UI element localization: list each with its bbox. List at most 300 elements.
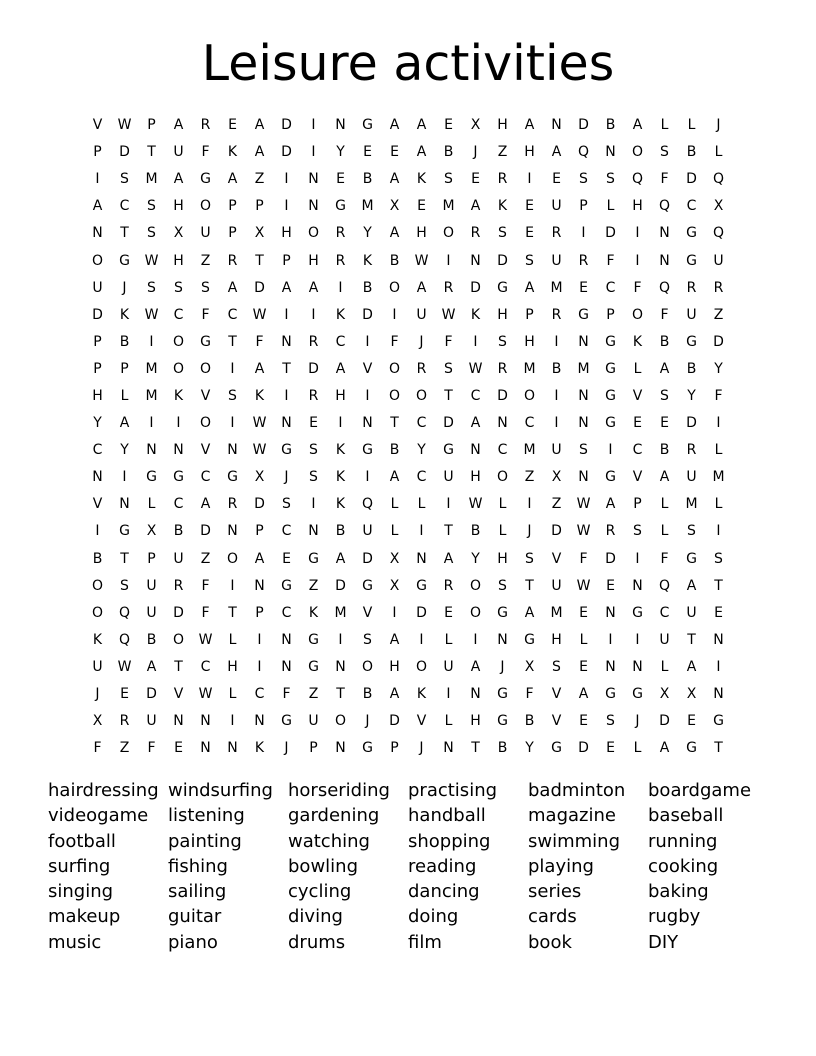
grid-letter: H — [389, 658, 400, 675]
grid-letter: X — [389, 550, 400, 567]
grid-row — [84, 573, 732, 600]
grid-letter: J — [284, 469, 289, 486]
grid-letter: O — [631, 306, 644, 323]
grid-letter: G — [605, 686, 616, 703]
grid-row — [84, 139, 732, 166]
grid-letter: F — [147, 740, 156, 757]
grid-letter: N — [578, 333, 589, 350]
grid-row — [84, 112, 732, 139]
grid-letter: V — [200, 442, 211, 459]
grid-letter: P — [390, 740, 399, 757]
grid-letter: P — [147, 550, 156, 567]
grid-letter: N — [254, 577, 265, 594]
grid-letter: U — [308, 713, 319, 730]
grid-letter: U — [659, 631, 670, 648]
grid-letter: N — [200, 740, 211, 757]
grid-letter: I — [419, 523, 424, 540]
grid-letter: N — [659, 225, 670, 242]
grid-letter: S — [660, 387, 669, 404]
grid-letter: F — [606, 252, 615, 269]
grid-letter: P — [255, 198, 264, 215]
grid-letter: U — [686, 306, 697, 323]
grid-letter: B — [497, 740, 508, 757]
grid-letter: L — [660, 496, 669, 513]
grid-letter: U — [146, 713, 157, 730]
grid-letter: L — [498, 523, 507, 540]
grid-letter: J — [419, 333, 424, 350]
page-title: Leisure activities — [201, 35, 615, 92]
grid-letter: X — [92, 713, 103, 730]
grid-letter: E — [444, 117, 453, 134]
grid-letter: O — [469, 604, 482, 621]
grid-letter: O — [334, 713, 347, 730]
grid-letter: H — [551, 631, 562, 648]
grid-letter: W — [252, 442, 267, 459]
word-list-item: cards — [528, 906, 577, 928]
grid-letter: N — [173, 442, 184, 459]
grid-letter: O — [469, 577, 482, 594]
word-list-item: sailing — [168, 881, 227, 903]
grid-letter: V — [632, 387, 643, 404]
grid-letter: F — [633, 279, 642, 296]
grid-letter: P — [606, 306, 615, 323]
grid-letter: D — [281, 117, 292, 134]
grid-letter: W — [252, 306, 267, 323]
grid-letter: F — [660, 306, 669, 323]
grid-letter: I — [365, 469, 370, 486]
grid-letter: P — [579, 198, 588, 215]
grid-letter: K — [362, 252, 373, 269]
grid-letter: R — [551, 225, 562, 242]
grid-letter: L — [390, 496, 399, 513]
grid-letter: V — [173, 686, 184, 703]
grid-letter: U — [551, 198, 562, 215]
grid-letter: F — [714, 387, 723, 404]
grid-letter: S — [498, 577, 507, 594]
grid-letter: Q — [361, 496, 374, 513]
grid-letter: H — [416, 225, 427, 242]
grid-row — [84, 654, 732, 681]
grid-letter: L — [606, 198, 615, 215]
grid-letter: N — [173, 713, 184, 730]
grid-letter: V — [416, 713, 427, 730]
grid-letter: N — [578, 415, 589, 432]
grid-letter: X — [470, 117, 481, 134]
grid-letter: I — [392, 306, 397, 323]
grid-letter: G — [281, 577, 292, 594]
grid-letter: N — [605, 144, 616, 161]
grid-letter: S — [444, 360, 453, 377]
grid-letter: I — [473, 631, 478, 648]
grid-letter: F — [660, 550, 669, 567]
grid-letter: G — [713, 713, 724, 730]
grid-row — [84, 275, 732, 302]
grid-letter: N — [281, 631, 292, 648]
grid-letter: V — [632, 469, 643, 486]
grid-letter: I — [716, 523, 721, 540]
grid-letter: G — [308, 631, 319, 648]
grid-letter: A — [389, 686, 400, 703]
grid-letter: A — [389, 225, 400, 242]
grid-letter: B — [119, 333, 130, 350]
word-list-item: cooking — [648, 855, 719, 877]
grid-letter: H — [497, 550, 508, 567]
grid-letter: U — [173, 144, 184, 161]
grid-letter: G — [497, 604, 508, 621]
grid-letter: G — [146, 469, 157, 486]
grid-letter: M — [685, 496, 698, 513]
grid-letter: A — [524, 117, 535, 134]
grid-letter: C — [173, 306, 184, 323]
grid-letter: D — [254, 279, 265, 296]
grid-letter: Z — [524, 469, 535, 486]
grid-letter: D — [308, 360, 319, 377]
grid-letter: R — [713, 279, 724, 296]
grid-letter: T — [714, 577, 723, 594]
grid-letter: Q — [118, 604, 131, 621]
grid-letter: L — [498, 496, 507, 513]
grid-letter: R — [686, 279, 697, 296]
grid-letter: N — [227, 442, 238, 459]
grid-letter: N — [227, 740, 238, 757]
grid-letter: N — [605, 604, 616, 621]
grid-letter: C — [416, 469, 427, 486]
grid-letter: C — [632, 442, 643, 459]
grid-letter: K — [308, 604, 319, 621]
grid-letter: D — [578, 117, 589, 134]
grid-letter: I — [149, 333, 154, 350]
grid-letter: A — [389, 631, 400, 648]
grid-letter: I — [554, 333, 559, 350]
grid-letter: A — [281, 279, 292, 296]
grid-letter: E — [579, 658, 588, 675]
grid-letter: K — [416, 686, 427, 703]
grid-letter: E — [606, 740, 615, 757]
grid-letter: I — [311, 117, 316, 134]
grid-letter: I — [527, 496, 532, 513]
grid-letter: N — [335, 658, 346, 675]
grid-letter: P — [93, 333, 102, 350]
grid-letter: A — [470, 198, 481, 215]
grid-letter: O — [172, 360, 185, 377]
grid-letter: G — [362, 740, 373, 757]
grid-letter: E — [363, 144, 372, 161]
grid-letter: G — [551, 740, 562, 757]
grid-letter: W — [144, 306, 159, 323]
grid-letter: T — [255, 252, 264, 269]
grid-letter: O — [523, 387, 536, 404]
grid-letter: H — [173, 198, 184, 215]
grid-letter: A — [389, 171, 400, 188]
grid-letter: A — [605, 496, 616, 513]
grid-letter: J — [527, 523, 532, 540]
grid-letter: I — [473, 333, 478, 350]
grid-letter: J — [122, 279, 127, 296]
grid-letter: A — [254, 550, 265, 567]
grid-letter: A — [389, 469, 400, 486]
grid-letter: E — [390, 144, 399, 161]
grid-letter: R — [200, 117, 211, 134]
grid-letter: O — [199, 198, 212, 215]
grid-letter: N — [443, 740, 454, 757]
word-list-item: singing — [48, 881, 114, 903]
grid-letter: A — [254, 144, 265, 161]
grid-letter: R — [686, 442, 697, 459]
grid-letter: G — [578, 306, 589, 323]
grid-letter: E — [579, 604, 588, 621]
grid-letter: A — [470, 415, 481, 432]
word-list-item: makeup — [48, 906, 121, 928]
grid-letter: R — [605, 523, 616, 540]
grid-letter: R — [308, 333, 319, 350]
grid-letter: C — [335, 333, 346, 350]
grid-letter: H — [92, 387, 103, 404]
grid-letter: V — [362, 360, 373, 377]
grid-letter: J — [419, 740, 424, 757]
grid-letter: K — [497, 198, 508, 215]
grid-letter: A — [389, 117, 400, 134]
grid-letter: U — [443, 469, 454, 486]
grid-letter: T — [687, 631, 696, 648]
grid-letter: S — [120, 577, 129, 594]
grid-letter: F — [390, 333, 399, 350]
grid-letter: A — [173, 117, 184, 134]
grid-letter: F — [444, 333, 453, 350]
grid-letter: L — [687, 117, 696, 134]
grid-letter: Z — [119, 740, 130, 757]
grid-letter: N — [632, 658, 643, 675]
grid-row — [84, 247, 732, 274]
grid-letter: O — [226, 550, 239, 567]
grid-letter: L — [390, 523, 399, 540]
grid-letter: Q — [577, 144, 590, 161]
grid-letter: H — [335, 387, 346, 404]
grid-letter: F — [525, 686, 534, 703]
grid-letter: A — [335, 550, 346, 567]
grid-letter: G — [308, 658, 319, 675]
grid-letter: I — [122, 469, 127, 486]
grid-letter: N — [578, 469, 589, 486]
grid-letter: W — [117, 658, 132, 675]
grid-letter: E — [471, 171, 480, 188]
grid-letter: A — [308, 279, 319, 296]
grid-letter: U — [713, 252, 724, 269]
grid-letter: G — [443, 442, 454, 459]
grid-letter: I — [149, 415, 154, 432]
grid-letter: I — [365, 333, 370, 350]
grid-letter: N — [92, 469, 103, 486]
grid-letter: G — [686, 333, 697, 350]
word-list-item: surfing — [48, 855, 111, 877]
grid-letter: I — [176, 415, 181, 432]
grid-letter: T — [444, 523, 453, 540]
grid-letter: I — [635, 225, 640, 242]
grid-letter: R — [416, 360, 427, 377]
grid-letter: G — [308, 550, 319, 567]
grid-letter: T — [525, 577, 534, 594]
grid-letter: U — [362, 523, 373, 540]
word-list-item: guitar — [168, 906, 222, 928]
grid-letter: O — [91, 604, 104, 621]
grid-letter: A — [254, 117, 265, 134]
grid-letter: M — [442, 198, 455, 215]
grid-letter: K — [227, 144, 238, 161]
grid-letter: F — [201, 144, 210, 161]
grid-letter: N — [254, 713, 265, 730]
grid-letter: N — [416, 550, 427, 567]
word-list-item: baking — [648, 881, 709, 903]
grid-letter: W — [198, 631, 213, 648]
grid-letter: L — [120, 387, 129, 404]
grid-letter: L — [147, 496, 156, 513]
grid-letter: P — [93, 360, 102, 377]
word-list-item: swimming — [528, 830, 621, 852]
grid-letter: A — [146, 658, 157, 675]
grid-letter: S — [309, 469, 318, 486]
grid-letter: T — [471, 740, 480, 757]
word-list-item: boardgame — [648, 780, 752, 801]
grid-letter: S — [660, 144, 669, 161]
grid-letter: C — [281, 523, 292, 540]
grid-letter: S — [606, 713, 615, 730]
grid-letter: U — [92, 279, 103, 296]
grid-letter: N — [470, 442, 481, 459]
grid-letter: N — [632, 577, 643, 594]
grid-letter: B — [389, 252, 400, 269]
grid-letter: H — [497, 306, 508, 323]
grid-letter: Z — [497, 144, 508, 161]
grid-letter: E — [444, 604, 453, 621]
grid-letter: C — [200, 469, 211, 486]
grid-letter: I — [635, 252, 640, 269]
word-list-item: watching — [288, 830, 370, 852]
grid-row — [84, 600, 732, 627]
grid-row — [84, 193, 732, 220]
grid-row — [84, 166, 732, 193]
grid-letter: R — [227, 252, 238, 269]
grid-letter: W — [576, 523, 591, 540]
grid-letter: U — [551, 442, 562, 459]
grid-letter: R — [578, 252, 589, 269]
grid-letter: Y — [687, 387, 696, 404]
grid-letter: G — [281, 442, 292, 459]
grid-letter: X — [551, 469, 562, 486]
grid-letter: I — [635, 550, 640, 567]
grid-letter: E — [282, 550, 291, 567]
grid-letter: M — [712, 469, 725, 486]
grid-letter: R — [227, 496, 238, 513]
grid-letter: Y — [336, 144, 345, 161]
word-list-item: fishing — [168, 855, 228, 877]
grid-letter: O — [199, 360, 212, 377]
grid-letter: I — [338, 279, 343, 296]
grid-letter: Z — [254, 171, 265, 188]
grid-letter: A — [659, 469, 670, 486]
grid-letter: E — [336, 171, 345, 188]
grid-letter: U — [686, 469, 697, 486]
grid-letter: D — [362, 306, 373, 323]
grid-letter: P — [93, 144, 102, 161]
grid-letter: K — [92, 631, 103, 648]
grid-letter: W — [144, 252, 159, 269]
grid-letter: E — [579, 279, 588, 296]
grid-letter: W — [198, 686, 213, 703]
grid-letter: A — [227, 279, 238, 296]
grid-letter: B — [146, 631, 157, 648]
grid-letter: I — [554, 387, 559, 404]
grid-letter: T — [147, 144, 156, 161]
grid-letter: N — [713, 686, 724, 703]
grid-letter: B — [92, 550, 103, 567]
grid-letter: N — [335, 740, 346, 757]
grid-letter: C — [281, 604, 292, 621]
grid-letter: Z — [308, 577, 319, 594]
grid-letter: C — [470, 387, 481, 404]
grid-letter: P — [147, 117, 156, 134]
grid-letter: S — [174, 279, 183, 296]
grid-letter: D — [551, 523, 562, 540]
grid-row — [84, 329, 732, 356]
grid-letter: N — [308, 523, 319, 540]
grid-letter: J — [716, 117, 721, 134]
grid-letter: D — [335, 577, 346, 594]
grid-letter: Z — [200, 550, 211, 567]
grid-letter: E — [120, 686, 129, 703]
grid-letter: U — [686, 604, 697, 621]
grid-letter: O — [415, 658, 428, 675]
grid-row — [84, 735, 732, 762]
grid-letter: W — [117, 117, 132, 134]
grid-letter: A — [659, 360, 670, 377]
grid-letter: X — [254, 225, 265, 242]
grid-letter: Q — [658, 279, 671, 296]
grid-letter: S — [444, 171, 453, 188]
grid-letter: Z — [308, 686, 319, 703]
grid-letter: C — [416, 415, 427, 432]
grid-letter: J — [473, 144, 478, 161]
grid-letter: N — [227, 523, 238, 540]
grid-letter: G — [335, 198, 346, 215]
grid-letter: R — [443, 279, 454, 296]
grid-letter: I — [284, 306, 289, 323]
word-list-item: windsurfing — [168, 780, 273, 801]
grid-letter: A — [443, 550, 454, 567]
grid-letter: E — [687, 713, 696, 730]
grid-letter: E — [714, 604, 723, 621]
grid-letter: G — [227, 469, 238, 486]
grid-letter: G — [686, 740, 697, 757]
grid-letter: Z — [200, 252, 211, 269]
grid-letter: D — [713, 333, 724, 350]
grid-letter: P — [255, 604, 264, 621]
word-list-item: music — [48, 931, 102, 953]
word-list-item: diving — [288, 906, 343, 928]
grid-letter: R — [308, 387, 319, 404]
word-list-item: rugby — [648, 906, 701, 928]
grid-letter: G — [632, 604, 643, 621]
grid-letter: D — [200, 523, 211, 540]
word-list-item: listening — [168, 805, 245, 827]
grid-letter: S — [201, 279, 210, 296]
grid-letter: J — [635, 713, 640, 730]
grid-letter: G — [362, 442, 373, 459]
word-list-item: reading — [408, 855, 477, 877]
grid-letter: D — [254, 496, 265, 513]
grid-letter: N — [335, 117, 346, 134]
grid-letter: Q — [658, 198, 671, 215]
grid-letter: L — [714, 496, 723, 513]
grid-letter: W — [576, 577, 591, 594]
